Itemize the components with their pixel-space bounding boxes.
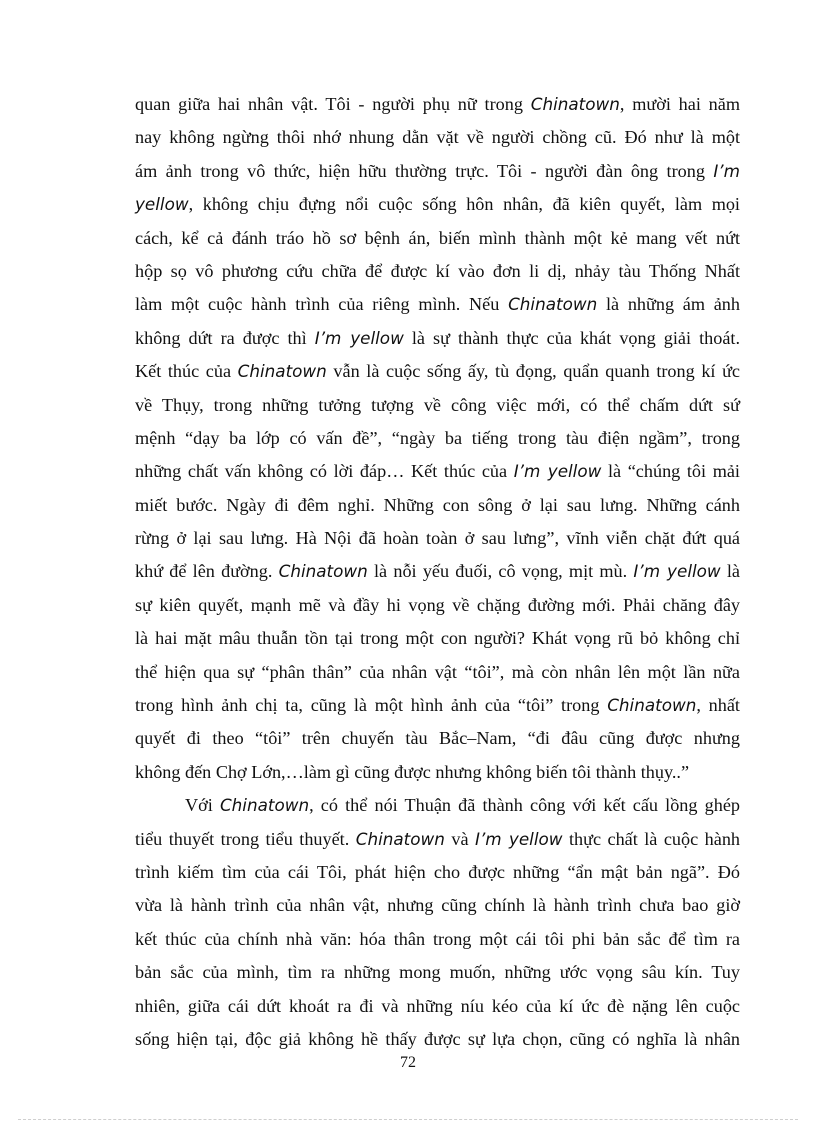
text-line [135, 322, 740, 355]
text-line [135, 722, 740, 755]
text-run: , không chịu đựng nổi cuộc sống hôn nhân, đã kiên quyết, làm mọi [188, 194, 740, 215]
text-run: không dứt ra được thì [135, 327, 315, 348]
text-line [135, 990, 740, 1023]
text-line [135, 589, 740, 622]
text-line [135, 522, 740, 555]
text-run: , có thể nói Thuận đã thành công với kết cấu lồng ghép [309, 795, 740, 816]
text-line [135, 255, 740, 288]
text-run: thể hiện qua sự “phân thân” của nhân vật “tôi”, mà còn nhân lên một lần nữa [135, 661, 740, 682]
text-run: miết bước. Ngày đi đêm nghỉ. Những con sông ở lại sau lưng. Những cánh [135, 494, 740, 515]
text-line [135, 622, 740, 655]
text-line [135, 422, 740, 455]
italic-title: Chinatown [355, 828, 445, 849]
text-run: là sự thành thực của khát vọng giải thoát. [403, 327, 740, 348]
text-line [135, 489, 740, 522]
text-run: thực chất là cuộc hành [562, 828, 741, 849]
text-line [135, 689, 740, 722]
italic-title: yellow [135, 194, 189, 215]
text-run: là những ám ảnh [597, 294, 740, 315]
italic-title: I’m [713, 160, 740, 181]
text-line [135, 923, 740, 956]
text-run: không đến Chợ Lớn,…làm gì cũng được nhưng không biến tôi thành thụy..” [135, 761, 690, 782]
italic-title: Chinatown [237, 361, 327, 382]
text-line [135, 188, 740, 221]
text-run: về Thụy, trong những tưởng tượng về công việc mới, có thể chấm dứt sứ [135, 394, 740, 415]
text-line [135, 756, 740, 789]
text-run: khứ để lên đường. [135, 561, 279, 582]
text-run: tiểu thuyết trong tiểu thuyết. [135, 828, 356, 849]
text-run: trình kiếm tìm của cái Tôi, phát hiện cho được những “ẩn mật bản ngã”. Đó [135, 861, 740, 882]
text-run: là [720, 561, 740, 582]
text-run: cách, kể cả đánh tráo hồ sơ bệnh án, biến mình thành một kẻ mang vết nứt [135, 227, 740, 248]
text-run: rừng ở lại sau lưng. Hà Nội đã hoàn toàn ở sau lưng”, vĩnh viễn chặt đứt quá [135, 528, 740, 549]
text-line [135, 789, 740, 822]
text-run: ám ảnh trong vô thức, hiện hữu thường trực. Tôi - người đàn ông trong [135, 160, 714, 181]
text-line [135, 389, 740, 422]
text-line [135, 1023, 740, 1056]
italic-title: I’m yellow [475, 828, 563, 849]
text-run: Kết thúc của [135, 361, 238, 382]
italic-title: Chinatown [530, 94, 620, 114]
text-run: vừa là hành trình của nhân vật, nhưng cũng chính là hành trình chưa bao giờ [135, 895, 740, 916]
text-run: trong hình ảnh chị ta, cũng là một hình ảnh của “tôi” trong [135, 695, 608, 716]
text-run: bản sắc của mình, tìm ra những mong muốn, những ước vọng sâu kín. Tuy [135, 962, 740, 983]
text-run: những chất vấn không có lời đáp… Kết thúc của [135, 461, 514, 482]
text-run: và [444, 828, 476, 849]
text-line [135, 121, 740, 154]
text-line [135, 823, 740, 856]
text-run: kết thúc của chính nhà văn: hóa thân trong một cái tôi phi bản sắc để tìm ra [135, 928, 740, 949]
text-line [135, 88, 740, 121]
text-line [135, 856, 740, 889]
body-text [135, 88, 740, 1056]
text-run: Với [185, 795, 220, 816]
italic-title: Chinatown [278, 561, 368, 582]
text-run: mệnh “dạy ba lớp có vấn đề”, “ngày ba tiếng trong tàu điện ngầm”, trong [135, 427, 740, 448]
text-line [135, 222, 740, 255]
text-line [135, 155, 740, 188]
text-run: sự kiên quyết, mạnh mẽ và đầy hi vọng về chặng đường mới. Phải chăng đây [135, 594, 740, 615]
text-run: làm một cuộc hành trình của riêng mình. Nếu [135, 294, 509, 315]
text-run: , mười hai năm [619, 94, 740, 114]
text-run: sống hiện tại, độc giả không hề thấy được sự lựa chọn, cũng có nghĩa là nhân [135, 1028, 740, 1049]
text-line [135, 889, 740, 922]
text-run: quyết đi theo “tôi” trên chuyến tàu Bắc–Nam, “đi đâu cũng được nhưng [135, 728, 740, 749]
italic-title: I’m yellow [314, 327, 404, 348]
text-run: vẫn là cuộc sống ấy, tù đọng, quẩn quanh trong kí ức [326, 361, 741, 382]
italic-title: I’m yellow [513, 461, 602, 482]
text-run: hộp sọ vô phương cứu chữa để được kí vào đơn li dị, nhảy tàu Thống Nhất [135, 260, 740, 281]
page-bottom-border [18, 1119, 798, 1120]
page-number: 72 [400, 1054, 416, 1071]
text-line [135, 956, 740, 989]
text-run: quan giữa hai nhân vật. Tôi - người phụ nữ trong [135, 94, 531, 114]
text-run: , nhất [696, 695, 740, 716]
italic-title: I’m yellow [633, 561, 721, 582]
text-line [135, 355, 740, 388]
text-line [135, 656, 740, 689]
italic-title: Chinatown [607, 695, 697, 716]
text-run: là nỗi yếu đuối, cô vọng, mịt mù. [367, 561, 634, 582]
text-run: nay không ngừng thôi nhớ nhung dằn vặt về người chồng cũ. Đó như là một [135, 127, 740, 148]
italic-title: Chinatown [508, 294, 598, 315]
text-run: nhiên, giữa cái dứt khoát ra đi và những níu kéo của kí ức đè nặng lên cuộc [135, 995, 740, 1016]
text-run: là hai mặt mâu thuẫn tồn tại trong một con người? Khát vọng rũ bỏ không chỉ [135, 628, 740, 649]
text-line [135, 288, 740, 321]
text-run: là “chúng tôi mải [601, 461, 740, 482]
italic-title: Chinatown [219, 795, 310, 816]
text-line [135, 555, 740, 588]
text-line [135, 455, 740, 488]
